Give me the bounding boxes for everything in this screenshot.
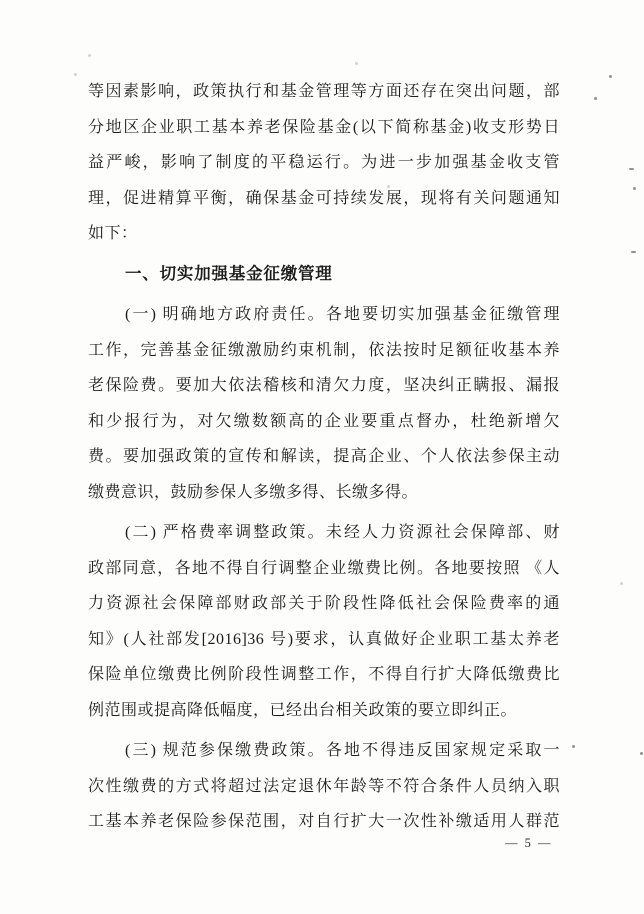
scan-speck <box>387 185 390 188</box>
scan-speck <box>629 168 634 170</box>
scan-speck <box>594 97 597 100</box>
document-body <box>88 74 560 840</box>
text-line: 等因素影响，政策执行和基金管理等方面还存在突出问题，部 <box>88 83 560 100</box>
text-line: 益严峻，影响了制度的平稳运行。为进一步加强基金收支管 <box>88 154 560 171</box>
scan-speck <box>74 73 77 76</box>
scan-speck <box>572 745 575 748</box>
text-line: 和少报行为，对欠缴数额高的企业要重点督办，杜绝新增欠 <box>88 412 560 430</box>
text-line: 工作，完善基金征缴激励约束机制，依法按时足额征收基本养 <box>88 341 560 359</box>
text-line: 工基本养老保险参保范围，对自行扩大一次性补缴适用人群范 <box>88 813 560 830</box>
text-line: 费。要加强政策的宣传和解读，提高企业、个人依法参保主动 <box>88 448 560 465</box>
text-line: 理，促进精算平衡，确保基金可持续发展，现将有关问题通知 <box>88 189 560 207</box>
text-line: 老保险费。要加大依法稽核和清欠力度，坚决纠正瞒报、漏报 <box>88 377 560 394</box>
text-line: (一) 明确地方政府责任。各地要切实加强基金征缴管理 <box>125 306 560 323</box>
text-line: 缴费意识，鼓励参保人多缴多得、长缴多得。 <box>88 483 419 501</box>
scan-speck <box>620 582 623 585</box>
scan-speck <box>609 75 612 78</box>
text-line: (三) 规范参保缴费政策。各地不得违反国家规定采取一 <box>125 742 560 759</box>
text-line: 知》(人社部发[2016]36 号)要求，认真做好企业职工基太养老 <box>88 630 560 648</box>
scan-speck <box>631 251 636 253</box>
scan-speck <box>355 62 358 65</box>
section-heading: 一、切实加强基金征缴管理 <box>125 264 333 283</box>
text-line: 例范围或提高降低幅度，已经出台相关政策的要立即纠正。 <box>88 701 518 719</box>
page-number: — 5 — <box>505 836 553 850</box>
text-line: 如下： <box>88 225 138 242</box>
text-line: (二) 严格费率调整政策。未经人力资源社会保障部、财 <box>125 524 560 541</box>
scan-speck <box>640 752 643 755</box>
text-line: 保险单位缴费比例阶段性调整工作，不得自行扩大降低缴费比 <box>88 666 560 683</box>
text-line: 政部同意，各地不得自行调整企业缴费比例。各地要按照 《人 <box>88 559 560 577</box>
scan-speck <box>633 187 636 190</box>
scan-speck <box>88 54 91 57</box>
text-line: 分地区企业职工基本养老保险基金(以下简称基金)收支形势日 <box>88 118 560 136</box>
text-line: 次性缴费的方式将超过法定退休年龄等不符合条件人员纳入职 <box>88 777 560 795</box>
text-line: 力资源社会保障部财政部关于阶段性降低社会保险费率的通 <box>88 595 560 612</box>
